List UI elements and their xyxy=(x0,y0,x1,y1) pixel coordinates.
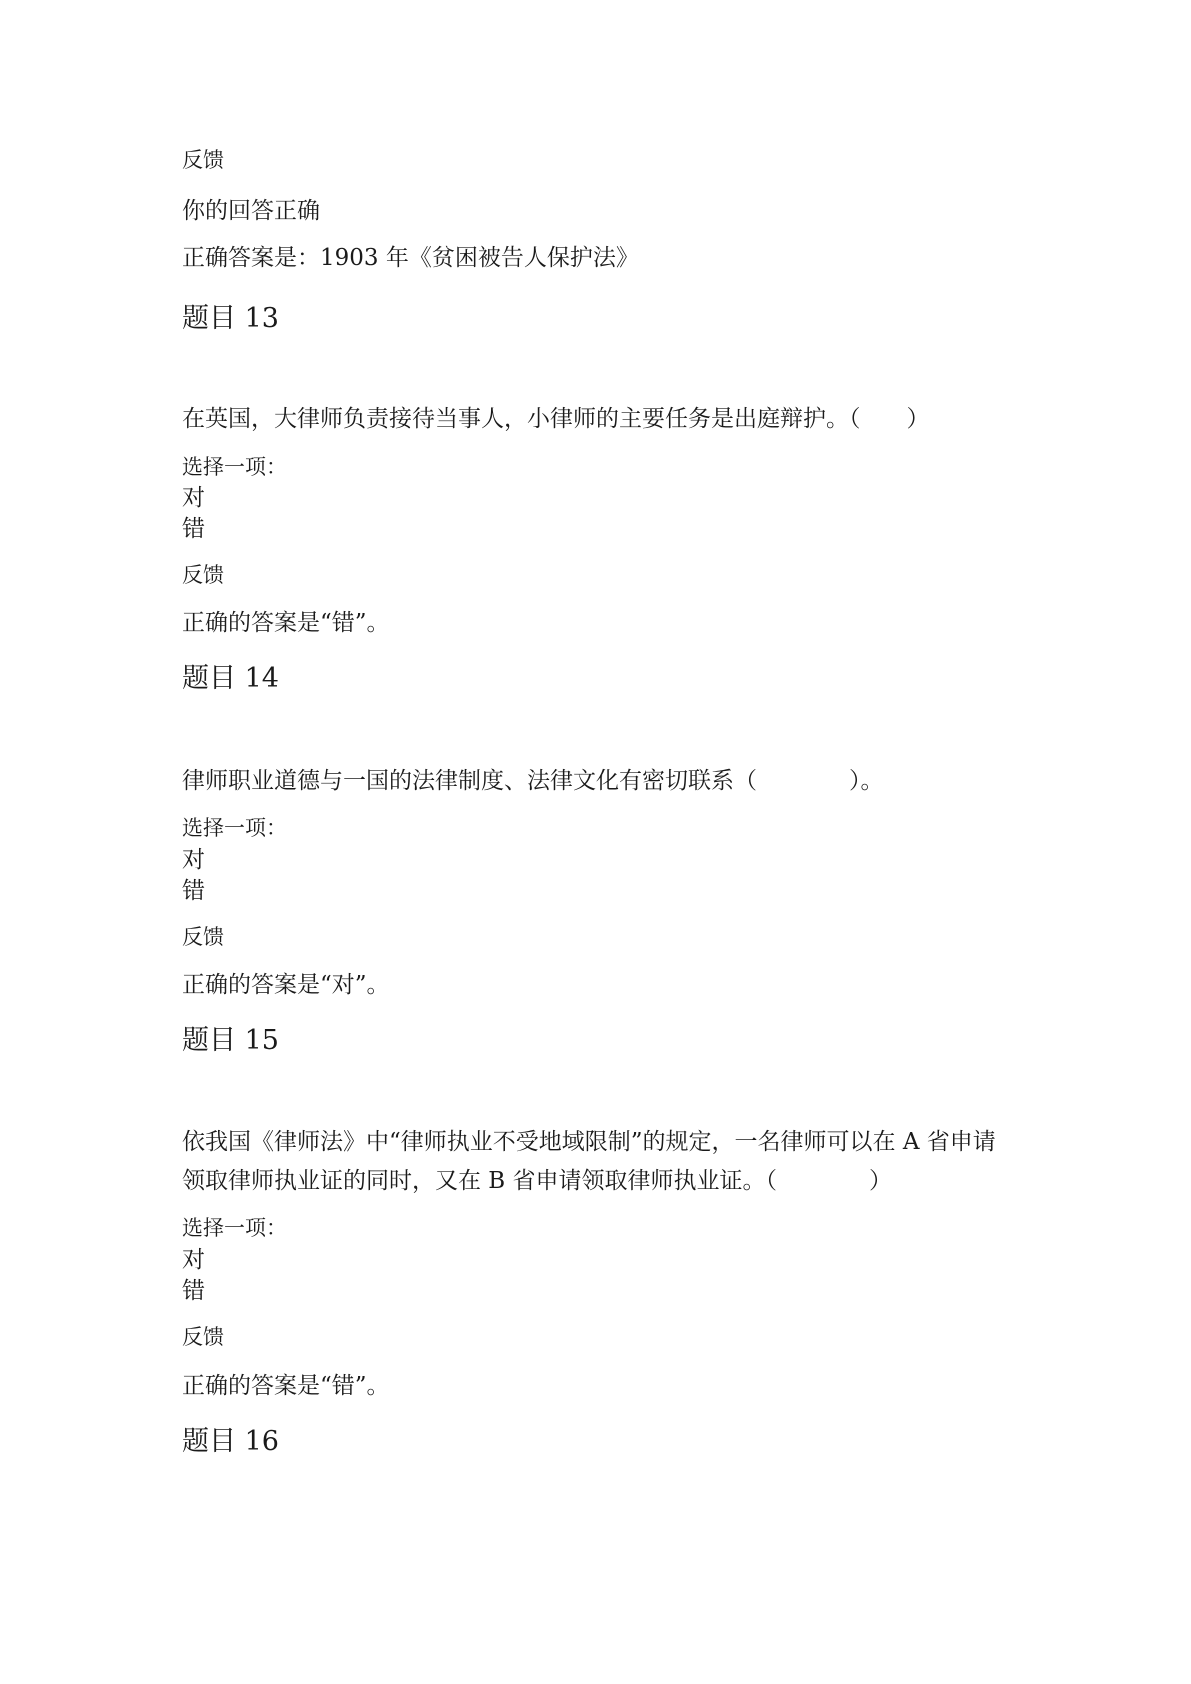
question-text-line-1: 依我国《律师法》中“律师执业不受地域限制”的规定，一名律师可以在 A 省申请 xyxy=(182,1129,996,1155)
option-false[interactable]: 错 xyxy=(182,1278,205,1304)
option-true[interactable]: 对 xyxy=(182,847,205,873)
question-text: 律师职业道德与一国的法律制度、法律文化有密切联系（ ）。 xyxy=(182,768,884,794)
choose-one-prompt: 选择一项： xyxy=(182,1216,287,1240)
correct-answer: 正确的答案是“对”。 xyxy=(182,972,390,998)
feedback-label: 反馈 xyxy=(182,1325,224,1349)
question-heading: 题目 14 xyxy=(182,663,279,694)
question-text-line-2: 领取律师执业证的同时，又在 B 省申请领取律师执业证。（ ） xyxy=(182,1168,893,1194)
choose-one-prompt: 选择一项： xyxy=(182,455,287,479)
question-heading: 题目 13 xyxy=(182,303,279,334)
feedback-label: 反馈 xyxy=(182,148,224,172)
feedback-label: 反馈 xyxy=(182,925,224,949)
option-true[interactable]: 对 xyxy=(182,485,205,511)
question-heading: 题目 16 xyxy=(182,1426,279,1457)
option-true[interactable]: 对 xyxy=(182,1247,205,1273)
feedback-result: 你的回答正确 xyxy=(182,198,320,224)
correct-answer: 正确的答案是“错”。 xyxy=(182,610,390,636)
question-heading: 题目 15 xyxy=(182,1025,279,1056)
correct-answer: 正确的答案是“错”。 xyxy=(182,1373,390,1399)
question-text: 在英国，大律师负责接待当事人，小律师的主要任务是出庭辩护。（ ） xyxy=(182,406,930,432)
choose-one-prompt: 选择一项： xyxy=(182,816,287,840)
option-false[interactable]: 错 xyxy=(182,878,205,904)
feedback-label: 反馈 xyxy=(182,563,224,587)
option-false[interactable]: 错 xyxy=(182,516,205,542)
correct-answer: 正确答案是：1903 年《贫困被告人保护法》 xyxy=(182,245,639,271)
